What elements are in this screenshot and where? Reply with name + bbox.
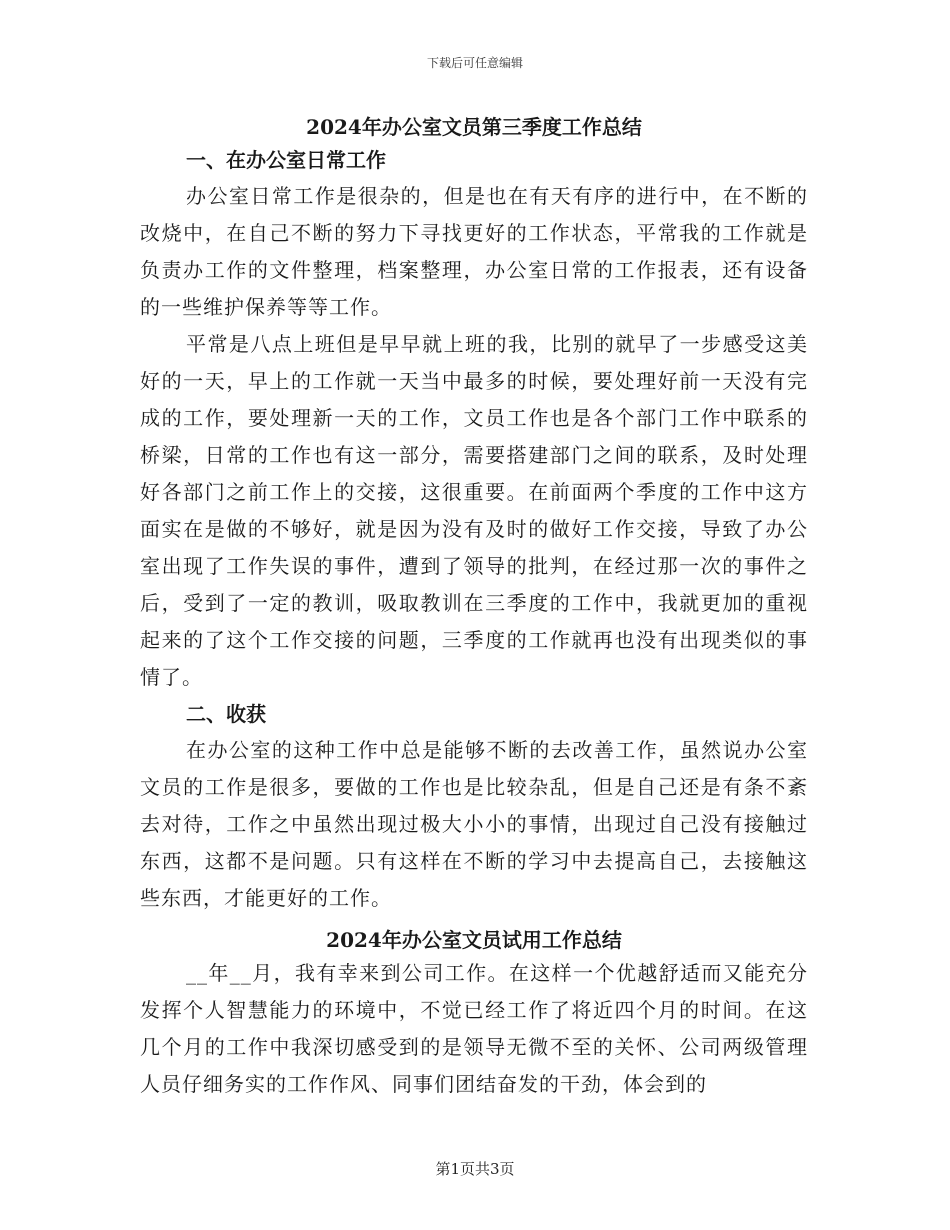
paragraph-2: 平常是八点上班但是早早就上班的我，比别的就早了一步感受这美好的一天，早上的工作就一天当中最多的时候，要处理好前一天没有完成的工作，要处理新一天的工作，文员工作也是各个部门工作中联系的桥梁，日常的工作也有这一部分，需要搭建部门之间的联系，及时处理好各部门之前工作上的交接，这很重要。在前面两个季度的工作中这方面实在是做的不够好，就是因为没有及时的做好工作交接，导致了办公室出现了工作失误的事件，遭到了领导的批判，在经过那一次的事件之后，受到了一定的教训，吸取教训在三季度的工作中，我就更加的重视起来的了这个工作交接的问题，三季度的工作就再也没有出现类似的事情了。 (140, 332, 808, 689)
document-body (140, 112, 808, 1103)
section-heading-gains: 二、收获 (186, 702, 266, 726)
section-heading-daily-work: 一、在办公室日常工作 (186, 148, 386, 172)
document-title: 2024年办公室文员第三季度工作总结 (306, 115, 642, 139)
header-note: 下载后可任意编辑 (426, 56, 523, 70)
page-number: 第1页共3页 (435, 1160, 515, 1178)
paragraph-4: __年__月，我有幸来到公司工作。在这样一个优越舒适而又能充分发挥个人智慧能力的环境中，不觉已经工作了将近四个月的时间。在这几个月的工作中我深切感受到的是领导无微不至的关怀、公司两级管理人员仔细务实的工作作风、同事们团结奋发的干劲，体会到的 (140, 961, 808, 1096)
paragraph-3: 在办公室的这种工作中总是能够不断的去改善工作，虽然说办公室文员的工作是很多，要做的工作也是比较杂乱，但是自己还是有条不紊去对待，工作之中虽然出现过极大小小的事情，出现过自己没有接触过东西，这都不是问题。只有这样在不断的学习中去提高自己，去接触这些东西，才能更好的工作。 (140, 738, 808, 910)
paragraph-1: 办公室日常工作是很杂的，但是也在有天有序的进行中，在不断的改烧中，在自己不断的努力下寻找更好的工作状态，平常我的工作就是负责办工作的文件整理，档案整理，办公室日常的工作报表，还有设备的一些维护保养等等工作。 (140, 184, 808, 319)
second-document-title: 2024年办公室文员试用工作总结 (326, 928, 622, 952)
